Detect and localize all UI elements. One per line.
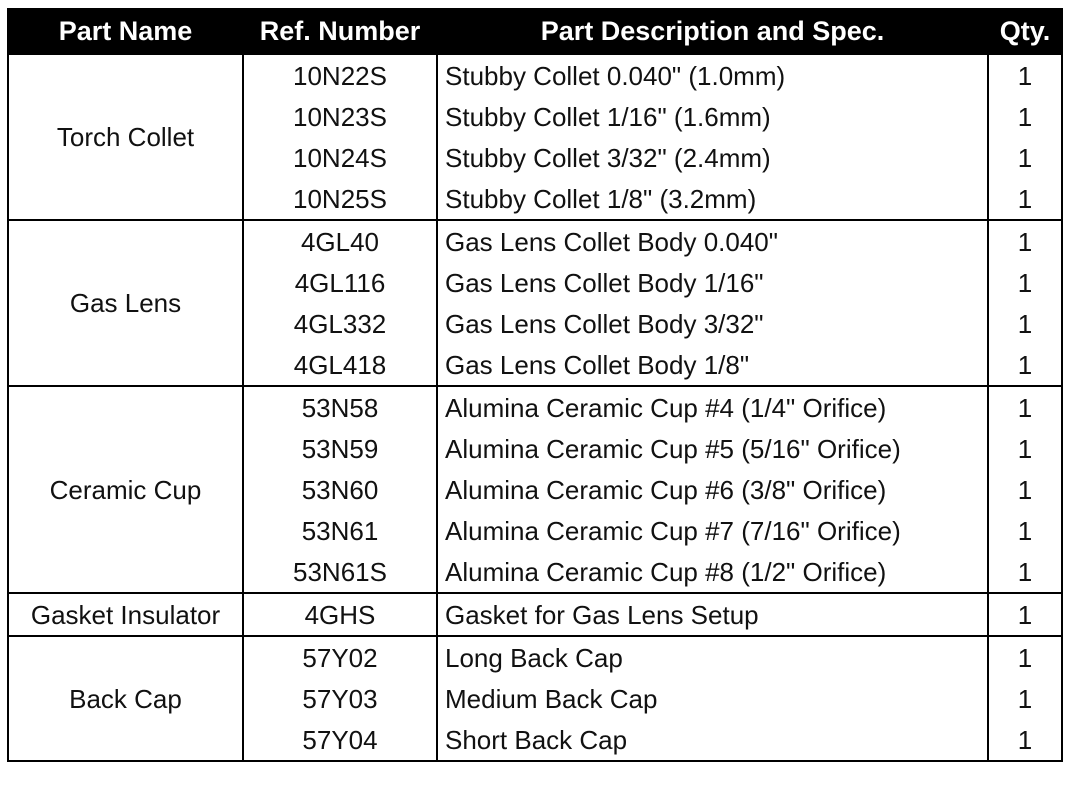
description-cell: Alumina Ceramic Cup #7 (7/16" Orifice) — [437, 510, 988, 551]
qty-cell: 1 — [988, 719, 1062, 761]
table-row — [8, 636, 1062, 678]
qty-cell: 1 — [988, 428, 1062, 469]
description-cell: Alumina Ceramic Cup #4 (1/4" Orifice) — [437, 386, 988, 428]
description-cell: Stubby Collet 1/16" (1.6mm) — [437, 96, 988, 137]
qty-cell: 1 — [988, 220, 1062, 262]
ref-number-cell: 53N61 — [243, 510, 437, 551]
description-cell: Alumina Ceramic Cup #5 (5/16" Orifice) — [437, 428, 988, 469]
description-cell: Gas Lens Collet Body 3/32" — [437, 303, 988, 344]
ref-number-cell: 10N25S — [243, 178, 437, 220]
ref-number-cell: 53N61S — [243, 551, 437, 593]
qty-cell: 1 — [988, 303, 1062, 344]
qty-cell: 1 — [988, 593, 1062, 636]
description-cell: Gasket for Gas Lens Setup — [437, 593, 988, 636]
ref-number-cell: 4GL418 — [243, 344, 437, 386]
header-row — [8, 9, 1062, 54]
table-row — [8, 593, 1062, 636]
qty-cell: 1 — [988, 678, 1062, 719]
ref-number-cell: 4GL40 — [243, 220, 437, 262]
table-body — [8, 54, 1062, 761]
description-cell: Long Back Cap — [437, 636, 988, 678]
description-cell: Alumina Ceramic Cup #6 (3/8" Orifice) — [437, 469, 988, 510]
part-name-cell: Gas Lens — [8, 220, 243, 386]
qty-cell: 1 — [988, 386, 1062, 428]
table-row — [8, 54, 1062, 96]
part-name-cell: Gasket Insulator — [8, 593, 243, 636]
ref-number-cell: 10N24S — [243, 137, 437, 178]
header-ref-number: Ref. Number — [243, 9, 437, 54]
qty-cell: 1 — [988, 636, 1062, 678]
ref-number-cell: 57Y02 — [243, 636, 437, 678]
ref-number-cell: 10N23S — [243, 96, 437, 137]
description-cell: Gas Lens Collet Body 1/16" — [437, 262, 988, 303]
ref-number-cell: 53N58 — [243, 386, 437, 428]
ref-number-cell: 4GL116 — [243, 262, 437, 303]
ref-number-cell: 4GHS — [243, 593, 437, 636]
part-name-cell: Ceramic Cup — [8, 386, 243, 593]
qty-cell: 1 — [988, 510, 1062, 551]
ref-number-cell: 53N60 — [243, 469, 437, 510]
table-header — [8, 9, 1062, 54]
description-cell: Stubby Collet 0.040" (1.0mm) — [437, 54, 988, 96]
qty-cell: 1 — [988, 262, 1062, 303]
header-qty: Qty. — [988, 9, 1062, 54]
parts-table — [7, 8, 1063, 762]
table-row — [8, 220, 1062, 262]
qty-cell: 1 — [988, 469, 1062, 510]
qty-cell: 1 — [988, 344, 1062, 386]
ref-number-cell: 57Y03 — [243, 678, 437, 719]
qty-cell: 1 — [988, 137, 1062, 178]
qty-cell: 1 — [988, 178, 1062, 220]
description-cell: Stubby Collet 3/32" (2.4mm) — [437, 137, 988, 178]
description-cell: Stubby Collet 1/8" (3.2mm) — [437, 178, 988, 220]
header-part-name: Part Name — [8, 9, 243, 54]
header-description: Part Description and Spec. — [437, 9, 988, 54]
qty-cell: 1 — [988, 551, 1062, 593]
part-name-cell: Back Cap — [8, 636, 243, 761]
description-cell: Short Back Cap — [437, 719, 988, 761]
description-cell: Medium Back Cap — [437, 678, 988, 719]
qty-cell: 1 — [988, 54, 1062, 96]
description-cell: Alumina Ceramic Cup #8 (1/2" Orifice) — [437, 551, 988, 593]
qty-cell: 1 — [988, 96, 1062, 137]
description-cell: Gas Lens Collet Body 0.040" — [437, 220, 988, 262]
ref-number-cell: 53N59 — [243, 428, 437, 469]
ref-number-cell: 10N22S — [243, 54, 437, 96]
description-cell: Gas Lens Collet Body 1/8" — [437, 344, 988, 386]
table-row — [8, 386, 1062, 428]
ref-number-cell: 57Y04 — [243, 719, 437, 761]
ref-number-cell: 4GL332 — [243, 303, 437, 344]
part-name-cell: Torch Collet — [8, 54, 243, 220]
